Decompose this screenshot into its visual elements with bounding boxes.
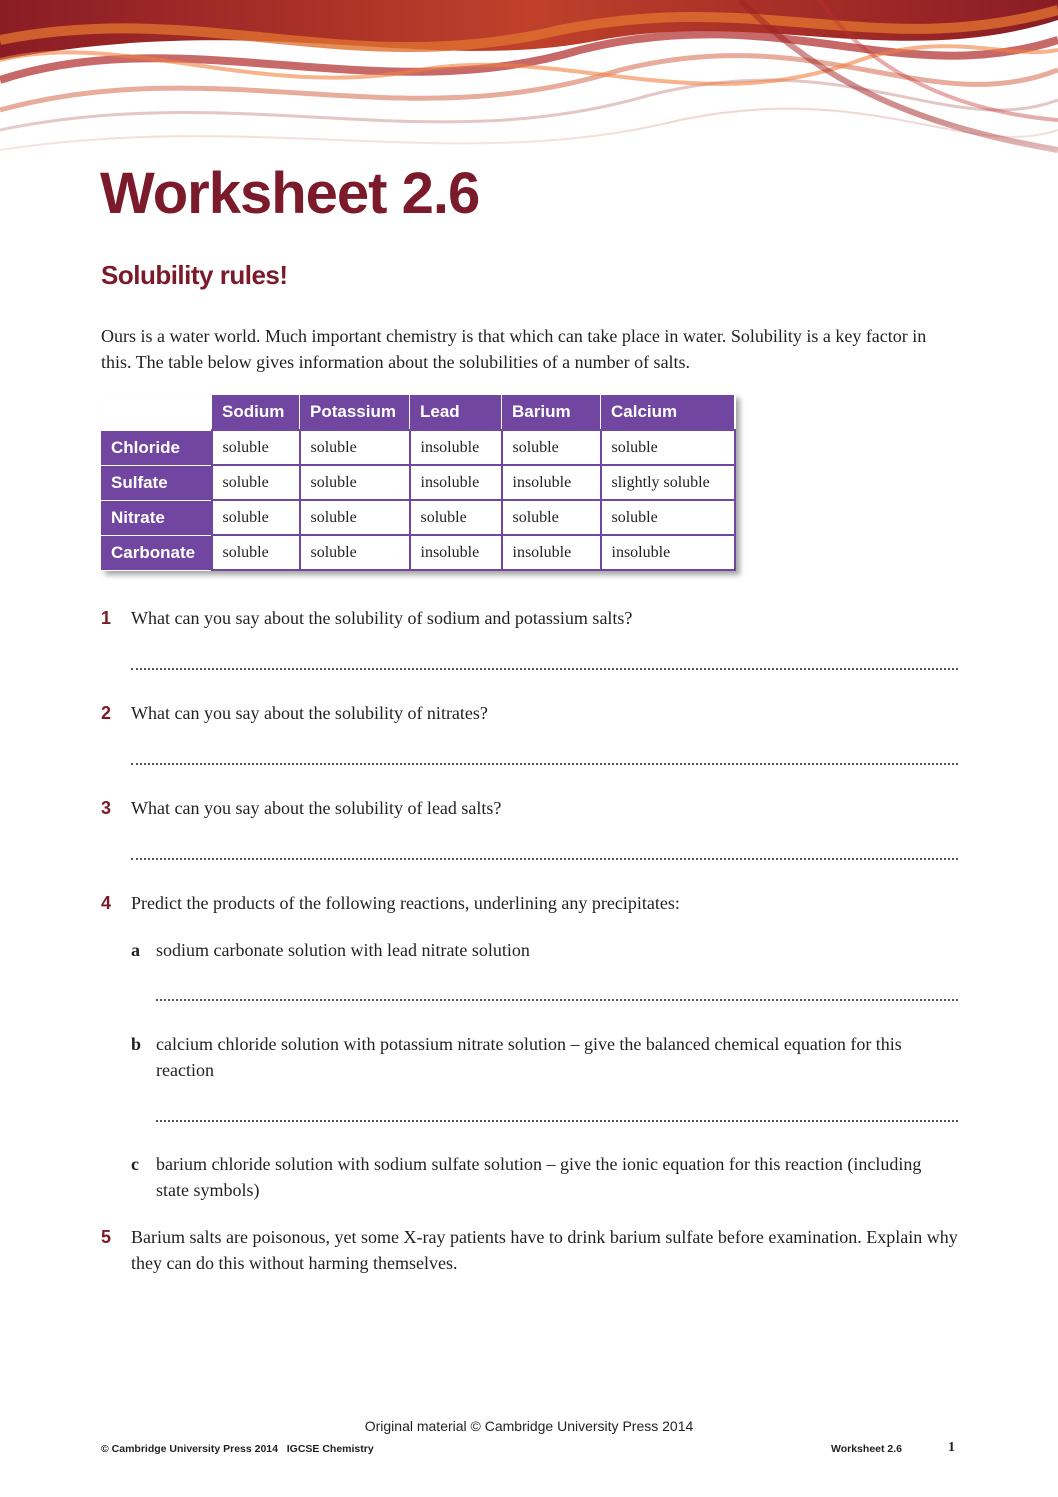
table-cell: soluble bbox=[601, 430, 735, 465]
table-cell: soluble bbox=[502, 430, 601, 465]
table-corner-cell bbox=[101, 395, 212, 431]
footer-left: © Cambridge University Press 2014 IGCSE Chemistry bbox=[101, 1443, 374, 1455]
table-cell: soluble bbox=[212, 430, 300, 465]
part-letter: b bbox=[131, 1034, 142, 1054]
answer-line-4a[interactable] bbox=[156, 999, 958, 1001]
question-number: 1 bbox=[101, 608, 112, 628]
page-number: 1 bbox=[948, 1440, 955, 1455]
column-header: Calcium bbox=[601, 395, 735, 431]
table-cell: insoluble bbox=[502, 465, 601, 500]
table-cell: insoluble bbox=[410, 465, 502, 500]
question-number: 3 bbox=[101, 798, 112, 818]
answer-line-2[interactable] bbox=[131, 763, 958, 765]
column-header: Potassium bbox=[300, 395, 410, 431]
question-number: 5 bbox=[101, 1227, 112, 1247]
solubility-table bbox=[101, 394, 736, 571]
table-cell: soluble bbox=[502, 500, 601, 535]
table-cell: insoluble bbox=[410, 430, 502, 465]
part-letter: c bbox=[131, 1154, 139, 1174]
answer-line-1[interactable] bbox=[131, 668, 958, 670]
part-letter: a bbox=[131, 940, 140, 960]
table-row bbox=[101, 535, 735, 570]
answer-line-4b[interactable] bbox=[156, 1120, 958, 1122]
table-cell: insoluble bbox=[502, 535, 601, 570]
table-cell: soluble bbox=[212, 500, 300, 535]
worksheet-title: Worksheet 2.6 bbox=[100, 161, 480, 226]
table-cell: soluble bbox=[601, 500, 735, 535]
footer-worksheet-label: Worksheet 2.6 bbox=[831, 1443, 903, 1455]
table-cell: soluble bbox=[410, 500, 502, 535]
table-header-row bbox=[101, 395, 735, 431]
row-header: Nitrate bbox=[101, 500, 212, 535]
question-text: Predict the products of the following reactions, underlining any precipitates: bbox=[131, 893, 680, 913]
part-text: barium chloride solution with sodium sulfate solution – give the ionic equation for this reaction (including state symbols) bbox=[156, 1154, 922, 1200]
row-header: Sulfate bbox=[101, 465, 212, 500]
worksheet-subtitle: Solubility rules! bbox=[101, 260, 288, 290]
question-number: 4 bbox=[101, 893, 112, 913]
table-cell: soluble bbox=[300, 465, 410, 500]
answer-line-3[interactable] bbox=[131, 858, 958, 860]
table-cell: insoluble bbox=[601, 535, 735, 570]
intro-paragraph: Ours is a water world. Much important chemistry is that which can take place in water. Solubility is a key factor in this. The table below gives information about the solubilities of a number of salts. bbox=[101, 326, 927, 372]
copyright-note: Original material © Cambridge University Press 2014 bbox=[364, 1418, 694, 1434]
question-text: What can you say about the solubility of lead salts? bbox=[131, 798, 502, 818]
part-text: sodium carbonate solution with lead nitrate solution bbox=[156, 940, 530, 960]
row-header: Carbonate bbox=[101, 535, 212, 570]
question-text: Barium salts are poisonous, yet some X-ray patients have to drink barium sulfate before examination. Explain why they can do this without harming themselves. bbox=[131, 1227, 958, 1273]
table-cell: soluble bbox=[300, 535, 410, 570]
question-text: What can you say about the solubility of sodium and potassium salts? bbox=[131, 608, 633, 628]
table-row bbox=[101, 430, 735, 465]
table-cell: insoluble bbox=[410, 535, 502, 570]
column-header: Sodium bbox=[212, 395, 300, 431]
table-cell: soluble bbox=[212, 535, 300, 570]
table-row bbox=[101, 465, 735, 500]
table-cell: soluble bbox=[300, 500, 410, 535]
column-header: Lead bbox=[410, 395, 502, 431]
table-cell: soluble bbox=[212, 465, 300, 500]
question-number: 2 bbox=[101, 703, 112, 723]
table-cell: soluble bbox=[300, 430, 410, 465]
table-row bbox=[101, 500, 735, 535]
column-header: Barium bbox=[502, 395, 601, 431]
part-text: calcium chloride solution with potassium nitrate solution – give the balanced chemical equation for this reaction bbox=[156, 1034, 902, 1080]
row-header: Chloride bbox=[101, 430, 212, 465]
question-text: What can you say about the solubility of nitrates? bbox=[131, 703, 488, 723]
table-cell: slightly soluble bbox=[601, 465, 735, 500]
